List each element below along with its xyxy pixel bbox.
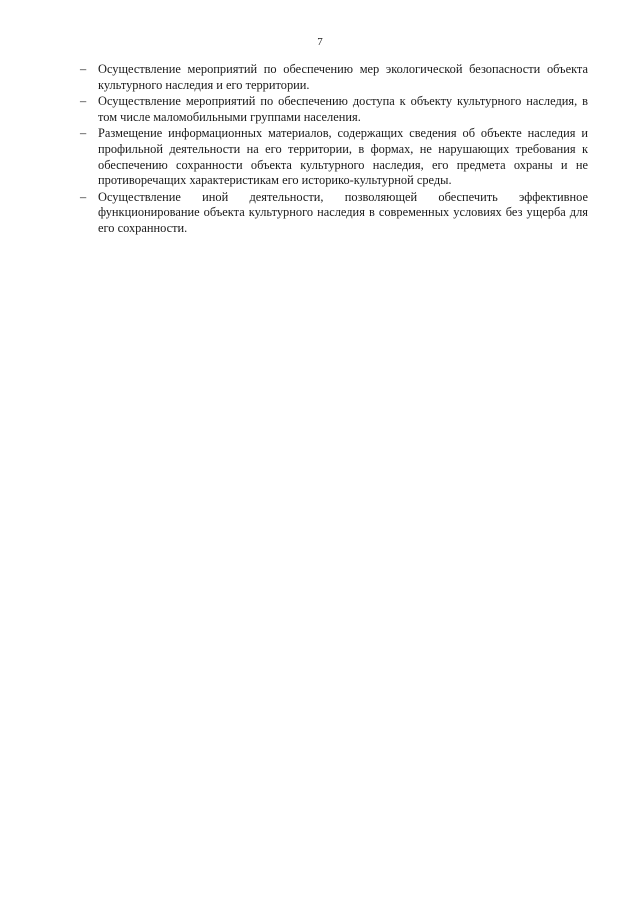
list-item-text: Осуществление мероприятий по обеспечению мер экологической безопасности объекта культурного наследия и его территории. [98, 62, 588, 92]
list-marker: – [80, 94, 87, 109]
list-item [80, 190, 588, 237]
list-item-text: Осуществление мероприятий по обеспечению доступа к объекту культурного наследия, в том числе маломобильными группами населения. [98, 94, 588, 124]
list-item-text: Осуществление иной деятельности, позволяющей обеспечить эффективное функционирование объекта культурного наследия в современных условиях без ущерба для его сохранности. [98, 189, 588, 235]
requirements-list [80, 62, 588, 238]
list-item [80, 94, 588, 125]
list-item [80, 126, 588, 188]
list-item-text: Размещение информационных материалов, содержащих сведения об объекте наследия и профильной деятельности на его территории, в формах, не нарушающих требования к обеспечению сохранности объекта культурного наследия, его предмета охраны и не противоречащих характеристикам его историко-культурной среды. [98, 126, 588, 188]
list-marker: – [80, 126, 87, 141]
list-marker: – [80, 189, 87, 204]
page-number: 7 [317, 36, 323, 48]
list-marker: – [80, 62, 87, 76]
list-item [80, 62, 588, 93]
